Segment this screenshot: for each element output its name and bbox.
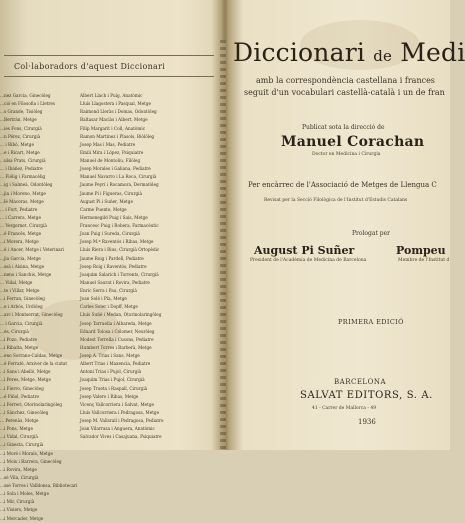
top-rule [4, 55, 214, 56]
collaborator-entry: Salvador Vives i Casajuana, Psiquiatre [80, 434, 162, 440]
collaborator-entry: ...sé Vila, Cirurgià [0, 474, 39, 480]
prologue-author-1: August Pi Suñer [254, 244, 355, 257]
collaborator-entry: ...eno Sorrano-Caldas, Metge [0, 353, 63, 358]
collaborator-entry: ...ies Fons, Cirurgià [0, 125, 42, 131]
collaborator-entry: ...é i Ancer, Metge i Veterinari [0, 247, 64, 253]
collaborator-entry: ... i Carrera, Metge [0, 214, 41, 220]
collaborator-entry: Jaume Pi i Figueras, Cirurgià [80, 190, 142, 196]
reviewed-line: Revisat per la Secció Filològica de l'Institut d'Estudis Catalans [264, 198, 408, 203]
collaborator-entry: Lluís Vallcorriera i Pedragosa, Metge [80, 409, 160, 415]
collaborator-entry: Joaquim Salarich i Torrents, Cirurgià [80, 271, 159, 277]
collaborator-entry: Manuel de Montoliu, Filòleg [80, 158, 141, 163]
collaborator-entry: ...i Mir, Cirurgià [0, 499, 35, 505]
collaborator-entry: Joan Vilarrasa i Anguera, Anatòmic [80, 426, 155, 432]
collaborator-entry: ...é Piñol, Pediatre [0, 393, 39, 399]
collaborator-entry: ...Bertrán, Metge [0, 117, 37, 123]
collaborator-entry: ...ssà i Alsina, Metge [0, 263, 45, 269]
book-title [233, 38, 465, 67]
title-end: Medi [400, 38, 465, 67]
collaborator-entry: ...neno i Sanchis, Metge [0, 271, 52, 277]
collaborator-entry: ...i Vidal, Cirurgià [0, 434, 38, 440]
collaborator-entry: ...i Morera, Metge [0, 239, 39, 245]
collaborator-entry: ... Vergernet, Cirurgià [0, 223, 47, 228]
collaborator-entry: ...i Moré i Morais, Metge [0, 450, 54, 456]
collaborator-entry: ...i Sola i Moles, Metge [0, 491, 49, 497]
heading-rule [4, 76, 214, 77]
collaborator-entry: ...ció en Filosofia i Lletres [0, 101, 56, 107]
collaborator-entry: Josep Mas i Mas, Pediatre [80, 141, 136, 147]
collaborator-entry: Manuel Saurat i Rovira, Pediatre [80, 279, 150, 285]
published-under: Publicat sota la direcció de [302, 124, 385, 131]
collaborator-entry: Joaquim Trias i Pujol, Cirurgià [80, 377, 145, 383]
subtitle-line-1: amb la correspondència castellana i frances [256, 76, 435, 85]
collaborator-entry: Modest Torrella i Cusons, Pediatre [80, 336, 154, 342]
collaborator-entry: Albert Llach i Puig, Anatòmic [80, 93, 143, 98]
collaborator-entry: ...e i Arbós, Urdòleg [0, 304, 43, 310]
collaborator-entry: ...i Sans i Abelló, Metge [0, 369, 51, 375]
collaborator-entry: Lluís Suñé i Medan, Otorinolaringòleg [80, 312, 162, 318]
collaborator-entry: ...i Ginesta, Cirurgià [0, 442, 44, 448]
publisher: SALVAT EDITORS, S. A. [300, 390, 433, 401]
collaborator-entry: Baltasar Maciàs i Albert, Metge [80, 117, 148, 123]
collaborator-entry: Lluís Llagostera i Pasqual, Metge [80, 101, 152, 107]
collaborators-heading: Col·laboradors d'aquest Diccionari [14, 62, 166, 71]
title-de: de [373, 47, 393, 65]
collaborator-entry: Albert Trias i Maxencia, Pediatre [80, 361, 151, 367]
collaborator-entry: Raimond Lleràs i Domas, Odontòleg [80, 109, 157, 115]
collaborator-entry: ... i Ibáñez, Pediatre [0, 166, 43, 172]
collaborator-entry: ...nez Garcia, Ginecòleg [0, 93, 51, 98]
right-page [226, 0, 465, 450]
collaborator-entry: ... i Ribó, Metge [0, 141, 34, 147]
collaborator-entry: ...i Ribalta, Metge [0, 344, 39, 350]
prologue-label: Prologat per [352, 230, 391, 237]
collaborator-entry: Lluís Riera i Rius, Cirurgià Ortopèdic [80, 247, 160, 253]
collaborator-entry: ...i Mercader, Metge [0, 515, 44, 521]
edition-label: PRIMERA EDICIÓ [338, 318, 404, 326]
collaborator-entry: ...e i Ricart, Metge [0, 149, 40, 155]
collaborator-entry: ...lé Maceras, Metge [0, 198, 44, 204]
title-main: Diccionari [233, 38, 366, 67]
collaborator-entry: ...te i Villar, Metge [0, 288, 40, 293]
collaborator-entry: ...arc i Montserrat, Ginecòleg [0, 312, 63, 318]
collaborator-entry: Antoni Trias i Pujol, Cirurgià [80, 369, 142, 375]
collaborator-entry: Joan Puig i Sureda, Cirurgià [80, 231, 140, 237]
collaborator-entry: ...ssé Torres i Valldonsa, Bibliotecari [0, 483, 78, 488]
collaborator-entry: ... Vidal, Metge [0, 279, 33, 285]
collaborator-entry: Ramon Martínez i Plasols, Biòlòleg [80, 133, 155, 139]
collaborator-entry: Carme Puente, Metge [80, 206, 127, 212]
collaborator-entry: Emili Mira i López, Psiquiatre [80, 149, 144, 155]
collaborator-entry: Manuel Navarro i La Roca, Cirurgià [80, 174, 157, 180]
collaborator-entry: ...i Ferreri, Otorinolaringòleg [0, 401, 63, 407]
commission-line: Per encàrrec de l'Associació de Metges de Llengua C [248, 181, 437, 189]
prologue-author-2-title: Membre de l'Institut d [398, 258, 450, 263]
collaborator-entry: Carles Soler i Dopff, Metge [80, 304, 138, 310]
collaborator-entry: ... Fiólig i Farmacèlig [0, 174, 46, 180]
collaborator-entry: ...jia i Moreno, Metge [0, 190, 46, 196]
collaborator-entry: ...ig i Salmeà, Odontòleg [0, 182, 53, 188]
collaborator-entry: Humbert Torres i Barberà, Metge [80, 344, 152, 350]
director-title: Doctor en Medicina i Cirurgia [312, 152, 381, 157]
collaborators-column-1 [0, 92, 78, 523]
collaborator-entry: ...n Pérez, Cirurgià [0, 133, 41, 139]
year: 1936 [358, 418, 376, 426]
collaborator-entry: Josep M.ª Raventós i Ribas, Metge [80, 239, 154, 245]
collaborator-entry: Josep M. Vallsrall i Pedragosa, Pediatre [80, 418, 164, 423]
collaborator-entry: ...és, Cirurgià [0, 328, 30, 334]
collaborator-entry: Josep Tarruella i Albareda, Metge [80, 320, 152, 326]
collaborator-entry: Josep Valero i Ribas, Metge [80, 393, 139, 399]
collaborator-entry: ...i Rovira, Metge [0, 466, 37, 472]
collaborator-entry: ...i Ferran, Ginecòleg [0, 296, 45, 302]
collaborator-entry: Josep Morales i Galiana, Pediatre [80, 166, 151, 172]
city: BARCELONA [334, 378, 387, 386]
collaborator-entry: Jaume Peyrí i Rocamora, Dermatòleg [80, 182, 159, 188]
collaborators-column-2 [80, 92, 192, 441]
collaborator-entry: Filip Margarit i Coll, Anatòmic [80, 125, 146, 131]
director-name: Manuel Corachan [281, 134, 425, 150]
collaborator-entry: ...i Pons, Metge [0, 426, 33, 432]
collaborator-entry: Hermenegild Puig i Sais, Metge [80, 214, 148, 220]
collaborator-entry: Josep Trueta i Raspall, Cirurgià [80, 385, 148, 391]
collaborator-entry: Joan Solé i Pla, Metge [80, 296, 127, 302]
collaborator-entry: August Pi i Suñer, Metge [80, 198, 133, 204]
subtitle-line-2: seguit d'un vocabulari castellà-català i un de fran [244, 88, 445, 97]
collaborator-entry: ...jia Garcia, Metge [0, 255, 41, 261]
collaborator-entry: Jaume Roig i Pardell, Pediatre [80, 255, 144, 261]
publisher-address: 41 - Carrer de Mallorca - 49 [312, 406, 377, 411]
collaborator-entry: ...é Ferraté, Arxiver de la ciutat [0, 361, 68, 367]
collaborator-entry: ...i Pozo, Pediatre [0, 336, 38, 342]
collaborator-entry: ... i Fort, Pediatre [0, 206, 38, 212]
prologue-author-1-title: President de l'Acadèmia de Medicina de Barcelona [250, 258, 367, 263]
collaborator-entry: ... i Garcia, Cirurgià [0, 320, 43, 326]
collaborator-entry: Eduard Tolosa i Colomer, Neuròleg [80, 328, 155, 334]
prologue-author-2: Pompeu [396, 244, 446, 257]
collaborator-entry: Francesc Puig i Robera, Farmacèutic [80, 223, 159, 228]
collaborator-entry: ... Perenàs, Metge [0, 418, 39, 423]
collaborator-entry: Josep Roig i Raventós, Pediatre [80, 263, 147, 269]
collaborator-entry: ...ulsa Prats, Cirurgià [0, 158, 46, 163]
collaborator-entry: ...i Fierro, Ginecòleg [0, 385, 44, 391]
collaborator-entry: ...é Francès, Metge [0, 231, 42, 237]
collaborator-entry: Josep A. Trias i Sans, Metge [80, 353, 140, 358]
collaborator-entry: Enric Serra i Pau, Cirurgià [80, 288, 137, 293]
collaborator-entry: ...i Peres, Metge, Metge [0, 377, 51, 383]
left-page [0, 0, 220, 521]
collaborator-entry: ...s Grande, Tisiòleg [0, 109, 43, 115]
collaborator-entry: ...i Sánchez, Ginecòleg [0, 409, 49, 415]
collaborator-entry: ...i Visiers, Metge [0, 507, 38, 513]
collaborator-entry: ...i Moix i Barrera, Ginecòleg [0, 458, 62, 464]
collaborator-entry: Vicenç Vallcorriera i Salvat, Metge [80, 401, 155, 407]
